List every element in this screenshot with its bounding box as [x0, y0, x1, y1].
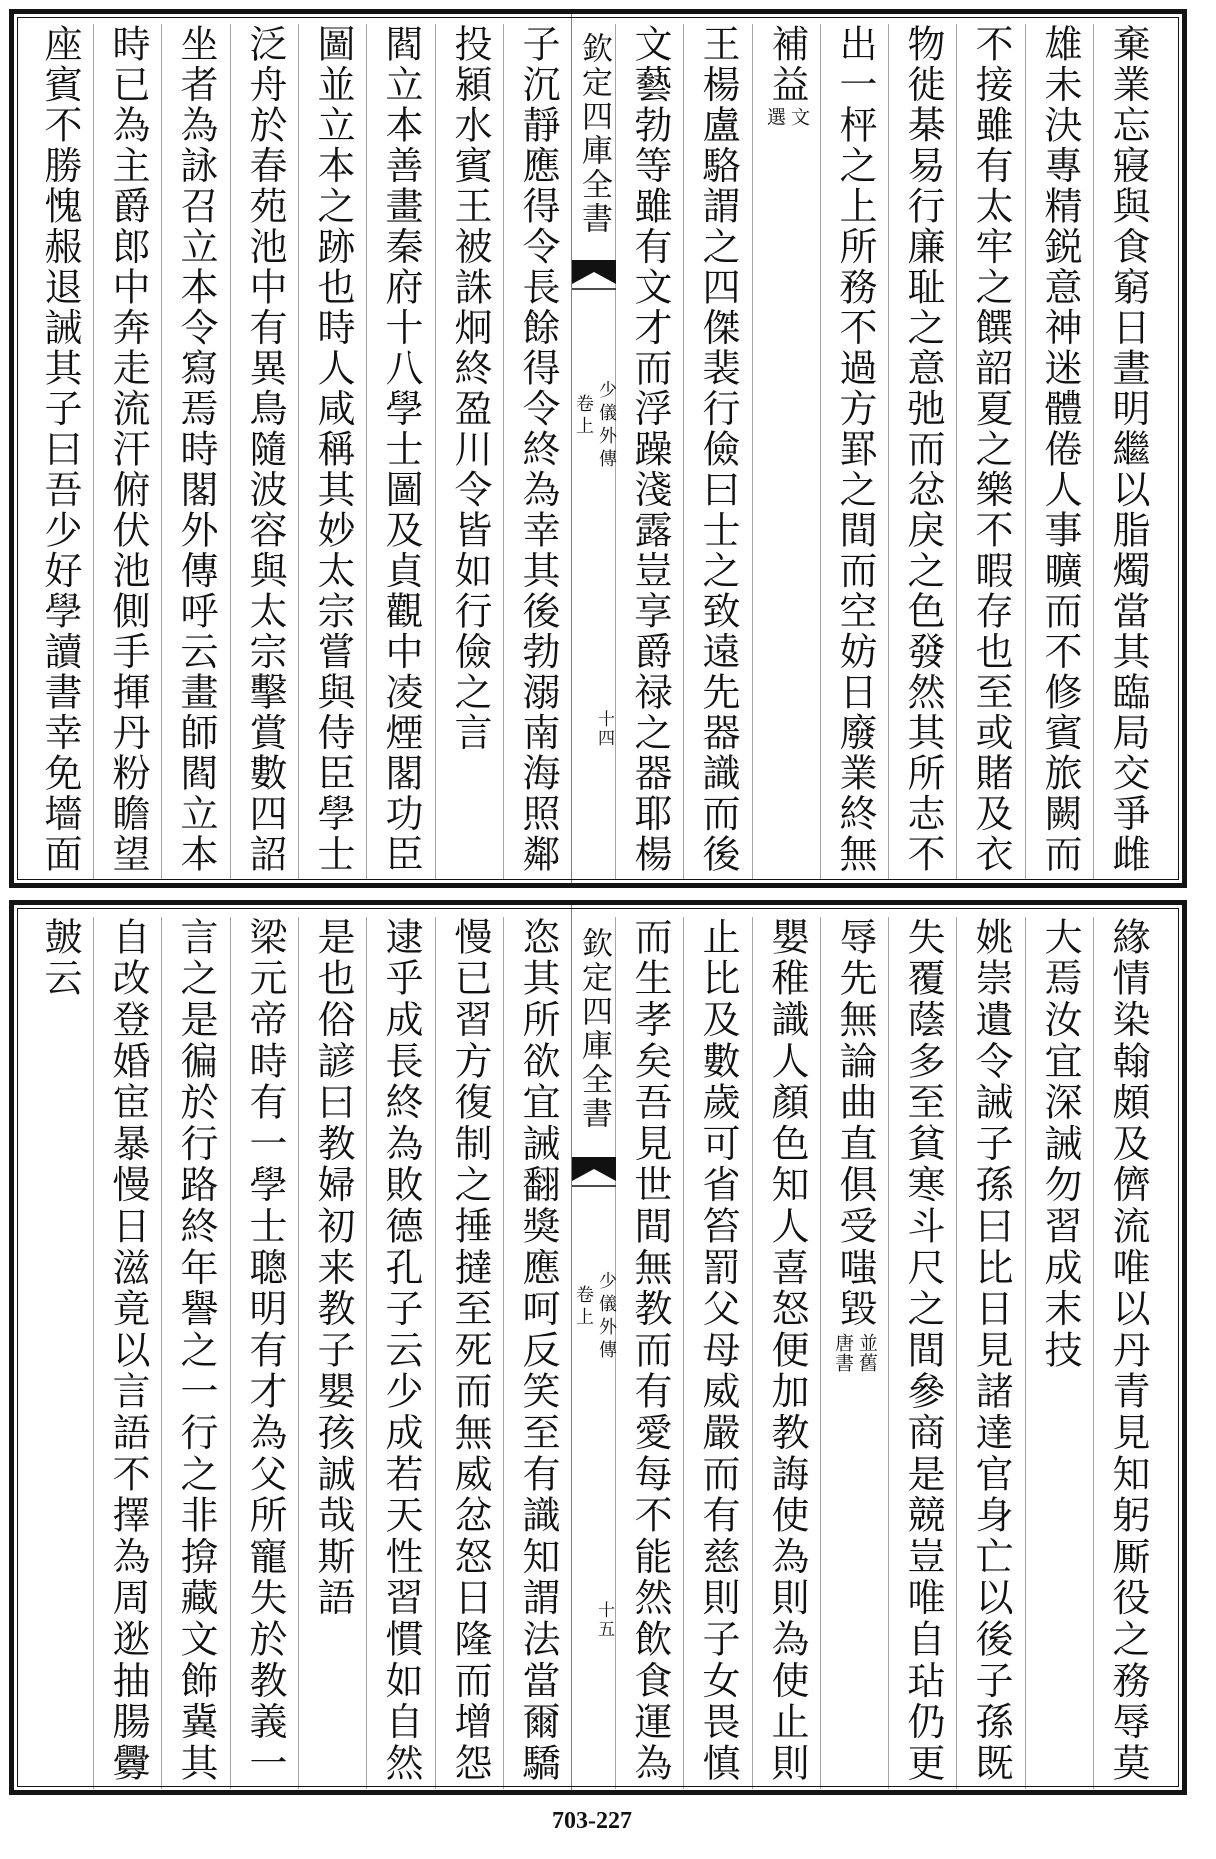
page-number: 703-227	[552, 1808, 632, 1834]
text-column: 閻立本善畫秦府十八學士圖及貞觀中凌煙閣功臣	[366, 24, 434, 879]
text-column: 時已為主爵郎中奔走流汗俯伏池側手揮丹粉瞻望	[93, 24, 161, 879]
text-column: 座賓不勝愧赧退誡其子曰吾少好學讀書幸免墻面	[38, 24, 82, 875]
text-column: 出一枰之上所務不過方罫之間而空妨日廢業終無	[820, 24, 888, 879]
text-column: 梁元帝時有一學士聰明有才為父所寵失於教義一	[230, 917, 298, 1789]
text-column: 子沉靜應得令長餘得令終為幸其後勃溺南海照鄰	[503, 24, 571, 879]
text-column: 失覆蔭多至貧寒斗尺之間參商是競豈唯自玷仍更	[888, 917, 956, 1789]
fishtail-mark	[572, 260, 616, 290]
text-column: 慢已習方復制之捶撻至死而無威忿怒日隆而增怨	[435, 917, 503, 1789]
text-column: 文藝勃等雖有文才而浮躁淺露豈享爵禄之器耶楊	[615, 24, 683, 879]
text-column: 恣其所欲宜誡翻獎應呵反笑至有識知謂法當爾驕	[503, 917, 571, 1789]
text-column: 不接雖有太牢之饌韶夏之樂不暇存也至或賭及衣	[956, 24, 1024, 879]
collection-title: 欽定四庫全書	[576, 32, 612, 236]
text-column: 大焉汝宜深誡勿習成末技	[1025, 917, 1093, 1789]
book-title: 少儀外傳	[596, 1271, 617, 1363]
text-column: 圖並立本之跡也時人咸稱其妙太宗嘗與侍臣學士	[298, 24, 366, 879]
text-column: 止比及數歲可省笞罰父母威嚴而有慈則子女畏慎	[683, 917, 751, 1789]
text-column	[752, 24, 820, 879]
book-title: 少儀外傳	[596, 380, 617, 472]
center-fold	[571, 14, 615, 883]
text-column: 姚崇遺令誡子孫曰比日見諸達官身亡以後子孫既	[956, 917, 1024, 1789]
text-column: 而生孝矣吾見世間無教而有愛每不能然飲食運為	[615, 917, 683, 1789]
center-fold	[571, 905, 615, 1790]
column-text: 補益	[765, 24, 809, 105]
text-column: 棄業忘寢與食窮日晝明繼以脂燭當其臨局交爭雌	[1093, 24, 1161, 879]
text-column: 逮乎成長終為敗德孔子云少成若天性習慣如自然	[366, 917, 434, 1789]
interlinear-note: 並舊唐書	[832, 1333, 878, 1373]
text-column: 緣情染翰頗及儕流唯以丹青見知躬厮役之務辱莫	[1093, 917, 1161, 1789]
text-column: 嬰稚識人顏色知人喜怒便加教誨使為則為使止則	[752, 917, 820, 1789]
upper-leaf	[9, 9, 1187, 888]
text-column: 物徙棊易行廉耻之意弛而忿戾之色發然其所志不	[888, 24, 956, 879]
collection-title: 欽定四庫全書	[576, 927, 612, 1131]
text-column: 泛舟於春苑池中有異鳥隨波容與太宗擊賞數四詔	[230, 24, 298, 879]
text-column: 皷云	[38, 917, 82, 1000]
fishtail-mark	[572, 1157, 616, 1187]
juan-label: 卷上	[573, 394, 594, 438]
text-column: 是也俗諺曰教婦初来教子嬰孩誠哉斯語	[298, 917, 366, 1789]
text-column: 自改登婚宦暴慢日滋竟以言語不擇為周逖抽腸釁	[93, 917, 161, 1789]
text-column	[820, 917, 888, 1789]
interlinear-note: 文選	[764, 107, 810, 127]
text-column: 坐者為詠召立本令寫焉時閣外傳呼云畫師閻立本	[161, 24, 229, 879]
lower-leaf	[9, 900, 1187, 1795]
folio-number: 十五	[594, 1601, 614, 1639]
folio-number: 十四	[594, 710, 614, 748]
text-column: 言之是徧於行路終年譽之一行之非揜藏文飾冀其	[161, 917, 229, 1789]
text-column: 投潁水賓王被誅炯終盈川令皆如行儉之言	[435, 24, 503, 879]
juan-label: 卷上	[573, 1285, 594, 1329]
text-column: 雄未決專精鋭意神迷體倦人事曠而不修賓旅闕而	[1025, 24, 1093, 879]
column-text: 辱先無論曲直俱受嗤毀	[833, 917, 877, 1330]
text-column: 王楊盧駱謂之四傑裴行儉曰士之致遠先器識而後	[683, 24, 751, 879]
